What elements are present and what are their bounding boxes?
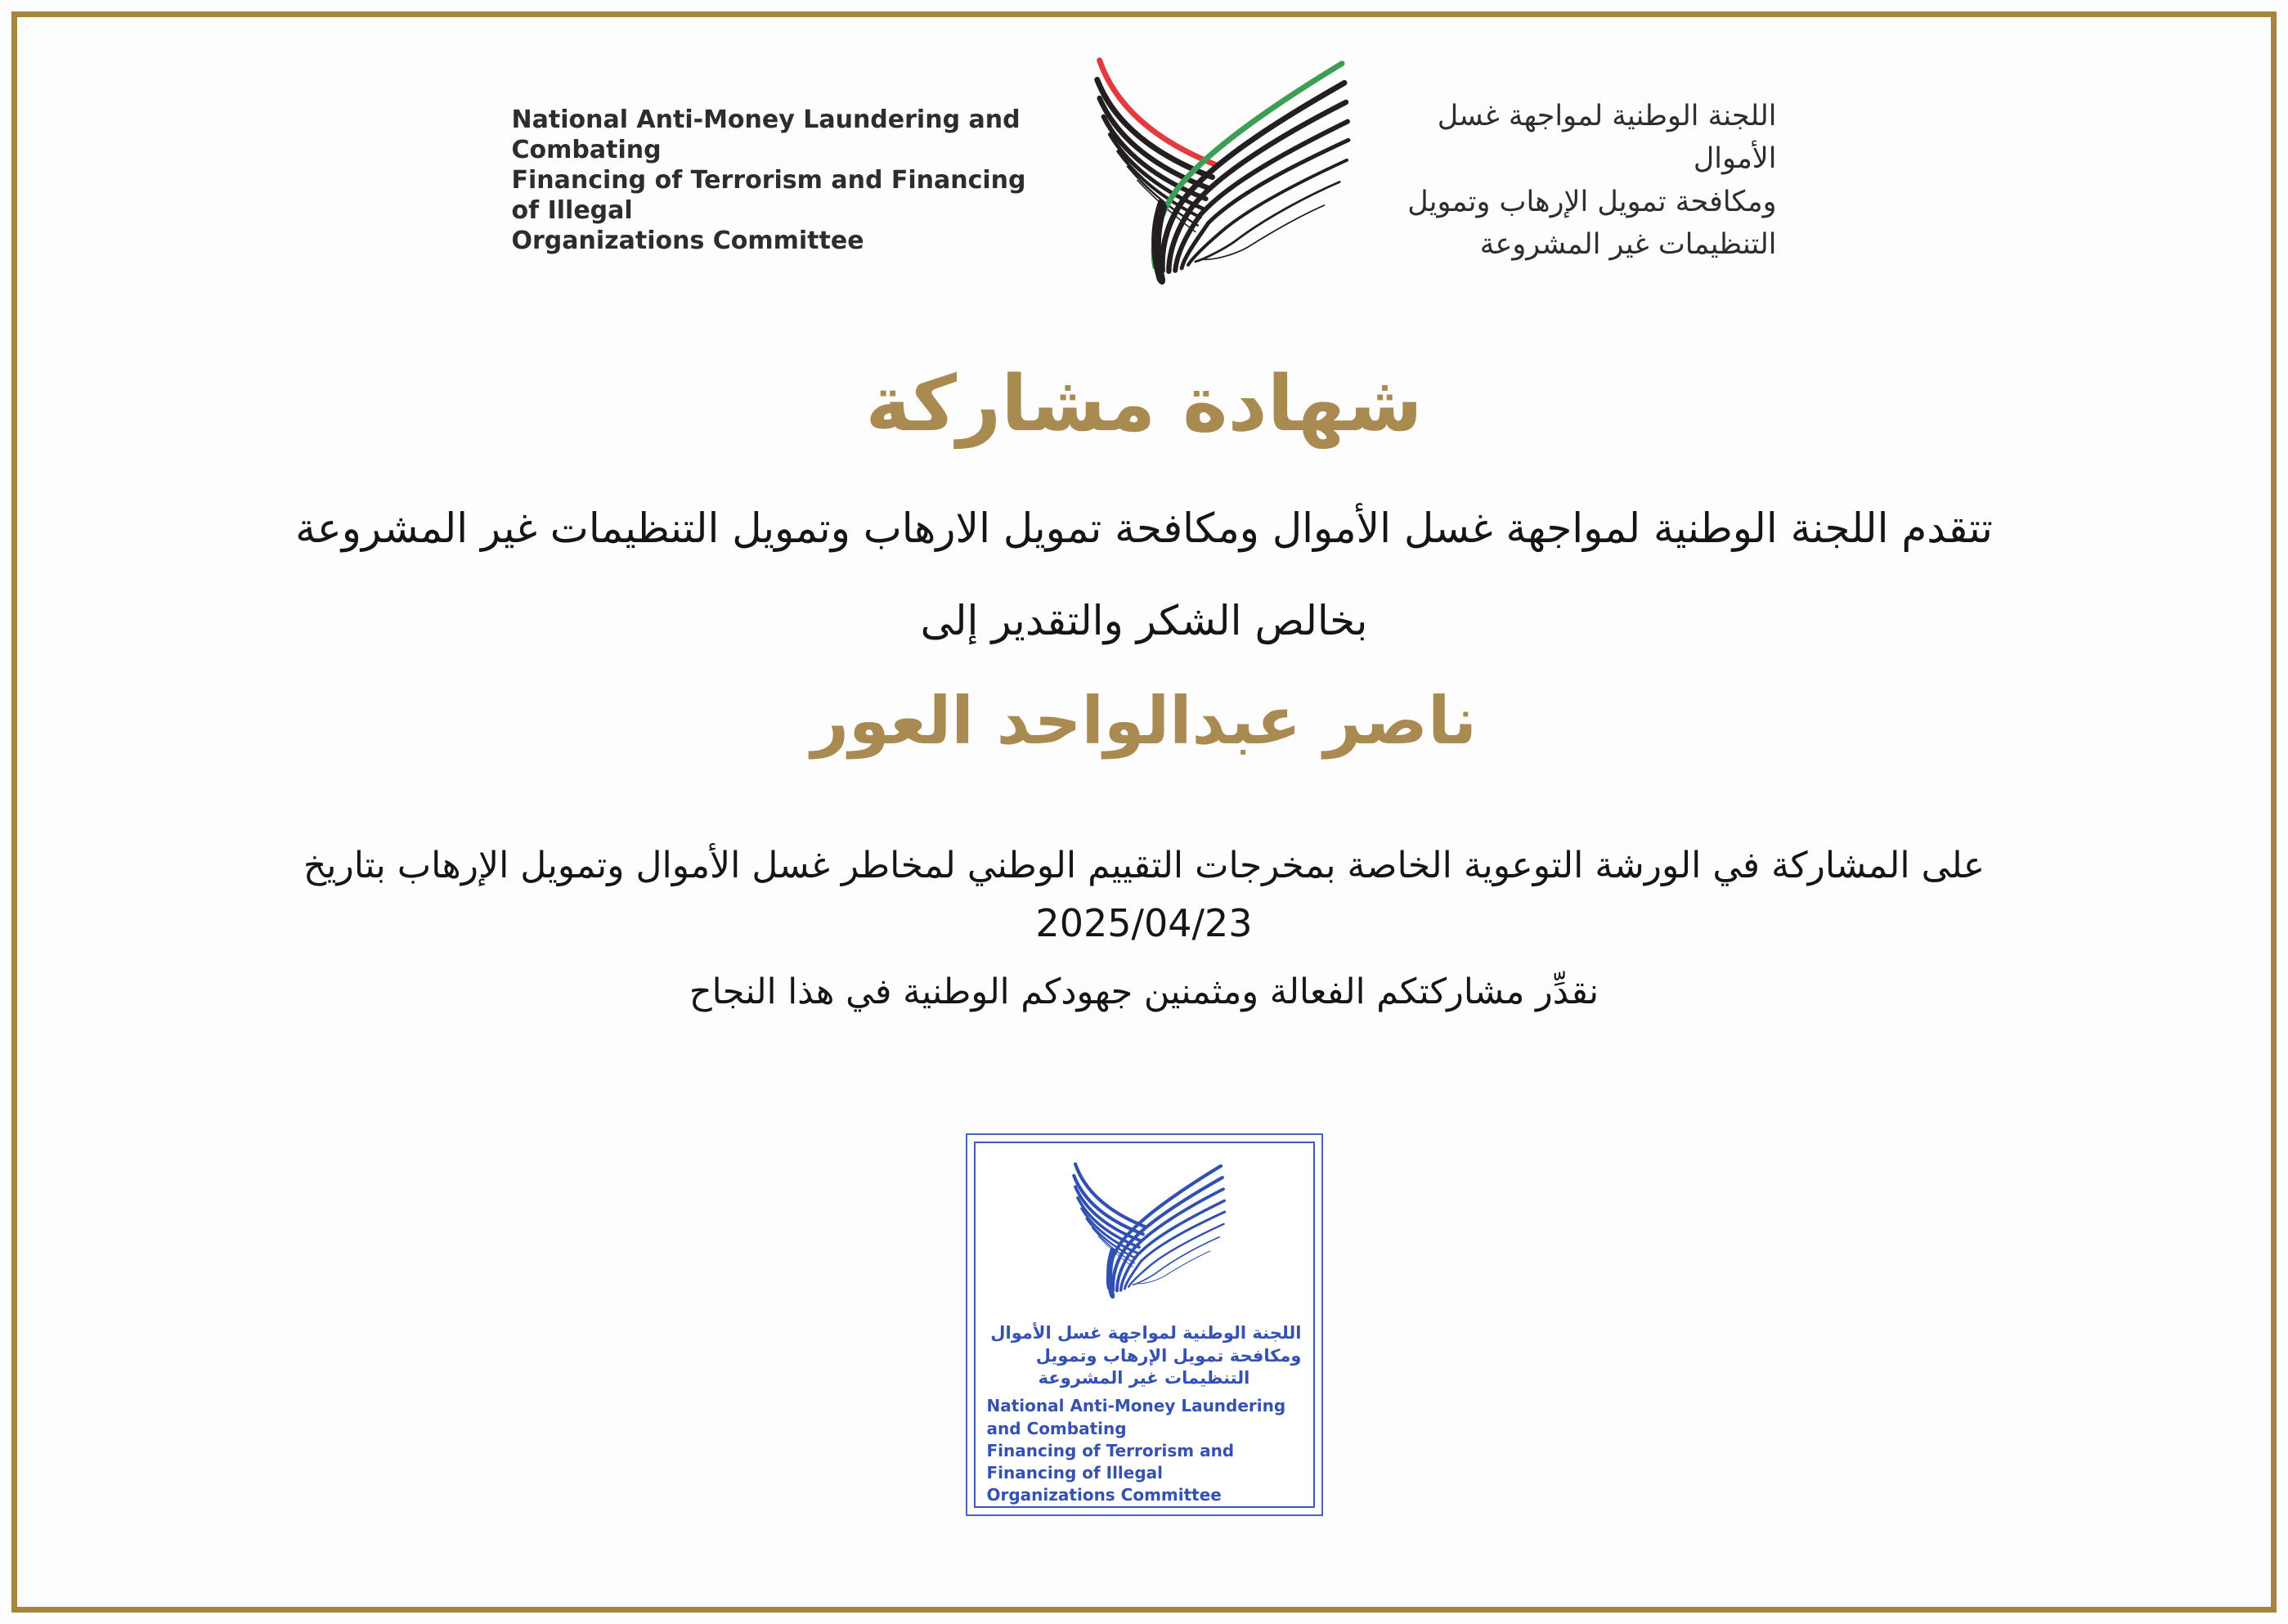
footer-arabic-line1: اللجنة الوطنية لمواجهة غسل الأموال (990, 1323, 1302, 1344)
event-date: 2025/04/23 (1035, 901, 1253, 946)
footer-logo-inner (974, 1142, 1315, 1508)
footer-english-line3: Organizations Committee (986, 1485, 1222, 1505)
committee-name-english-line2: Financing of Terrorism and Financing of Illegal (511, 165, 1026, 226)
participation-line: على المشاركة في الورشة التوعوية الخاصة بمخرجات التقييم الوطني لمخاطر غسل الأموال وتمويل الإرهاب بتاريخ (303, 845, 1985, 887)
falcon-wings-logo-blue (1042, 1156, 1246, 1316)
committee-header (512, 47, 1777, 313)
footer-arabic-line2: ومكافحة تمويل الإرهاب وتمويل (1035, 1345, 1302, 1366)
footer-committee-name-arabic (987, 1322, 1302, 1389)
falcon-wings-logo (1073, 47, 1355, 313)
committee-name-arabic-line3: التنظيمات غير المشروعة (1479, 228, 1777, 261)
committee-name-arabic-line1: اللجنة الوطنية لمواجهة غسل الأموال (1437, 99, 1777, 175)
footer-arabic-line3: التنظيمات غير المشروعة (1038, 1368, 1250, 1388)
closing-line: نقدِّر مشاركتكم الفعالة ومثمنين جهودكم الوطنية في هذا النجاح (689, 971, 1599, 1013)
footer-english-line1: National Anti-Money Laundering and Combating (986, 1396, 1286, 1438)
committee-name-english-line3: Organizations Committee (511, 227, 864, 256)
committee-name-arabic (1393, 95, 1777, 267)
certificate-title: شهادة مشاركة (865, 360, 1423, 449)
committee-name-arabic-line2: ومكافحة تمويل الإرهاب وتمويل (1407, 185, 1777, 218)
intro-line-2: بخالص الشكر والتقدير إلى (920, 597, 1368, 645)
committee-name-english-line1: National Anti-Money Laundering and Combating (511, 105, 1021, 164)
recipient-name: ناصر عبدالواحد العور (810, 683, 1478, 760)
footer-english-line2: Financing of Terrorism and Financing of Illegal (986, 1440, 1235, 1483)
intro-line-1: تتقدم اللجنة الوطنية لمواجهة غسل الأموال ومكافحة تمويل الارهاب وتمويل التنظيمات غير المشروعة (295, 504, 1993, 552)
footer-committee-name-english (987, 1395, 1302, 1506)
committee-name-english (512, 105, 1035, 257)
footer-logo-box (966, 1133, 1323, 1516)
